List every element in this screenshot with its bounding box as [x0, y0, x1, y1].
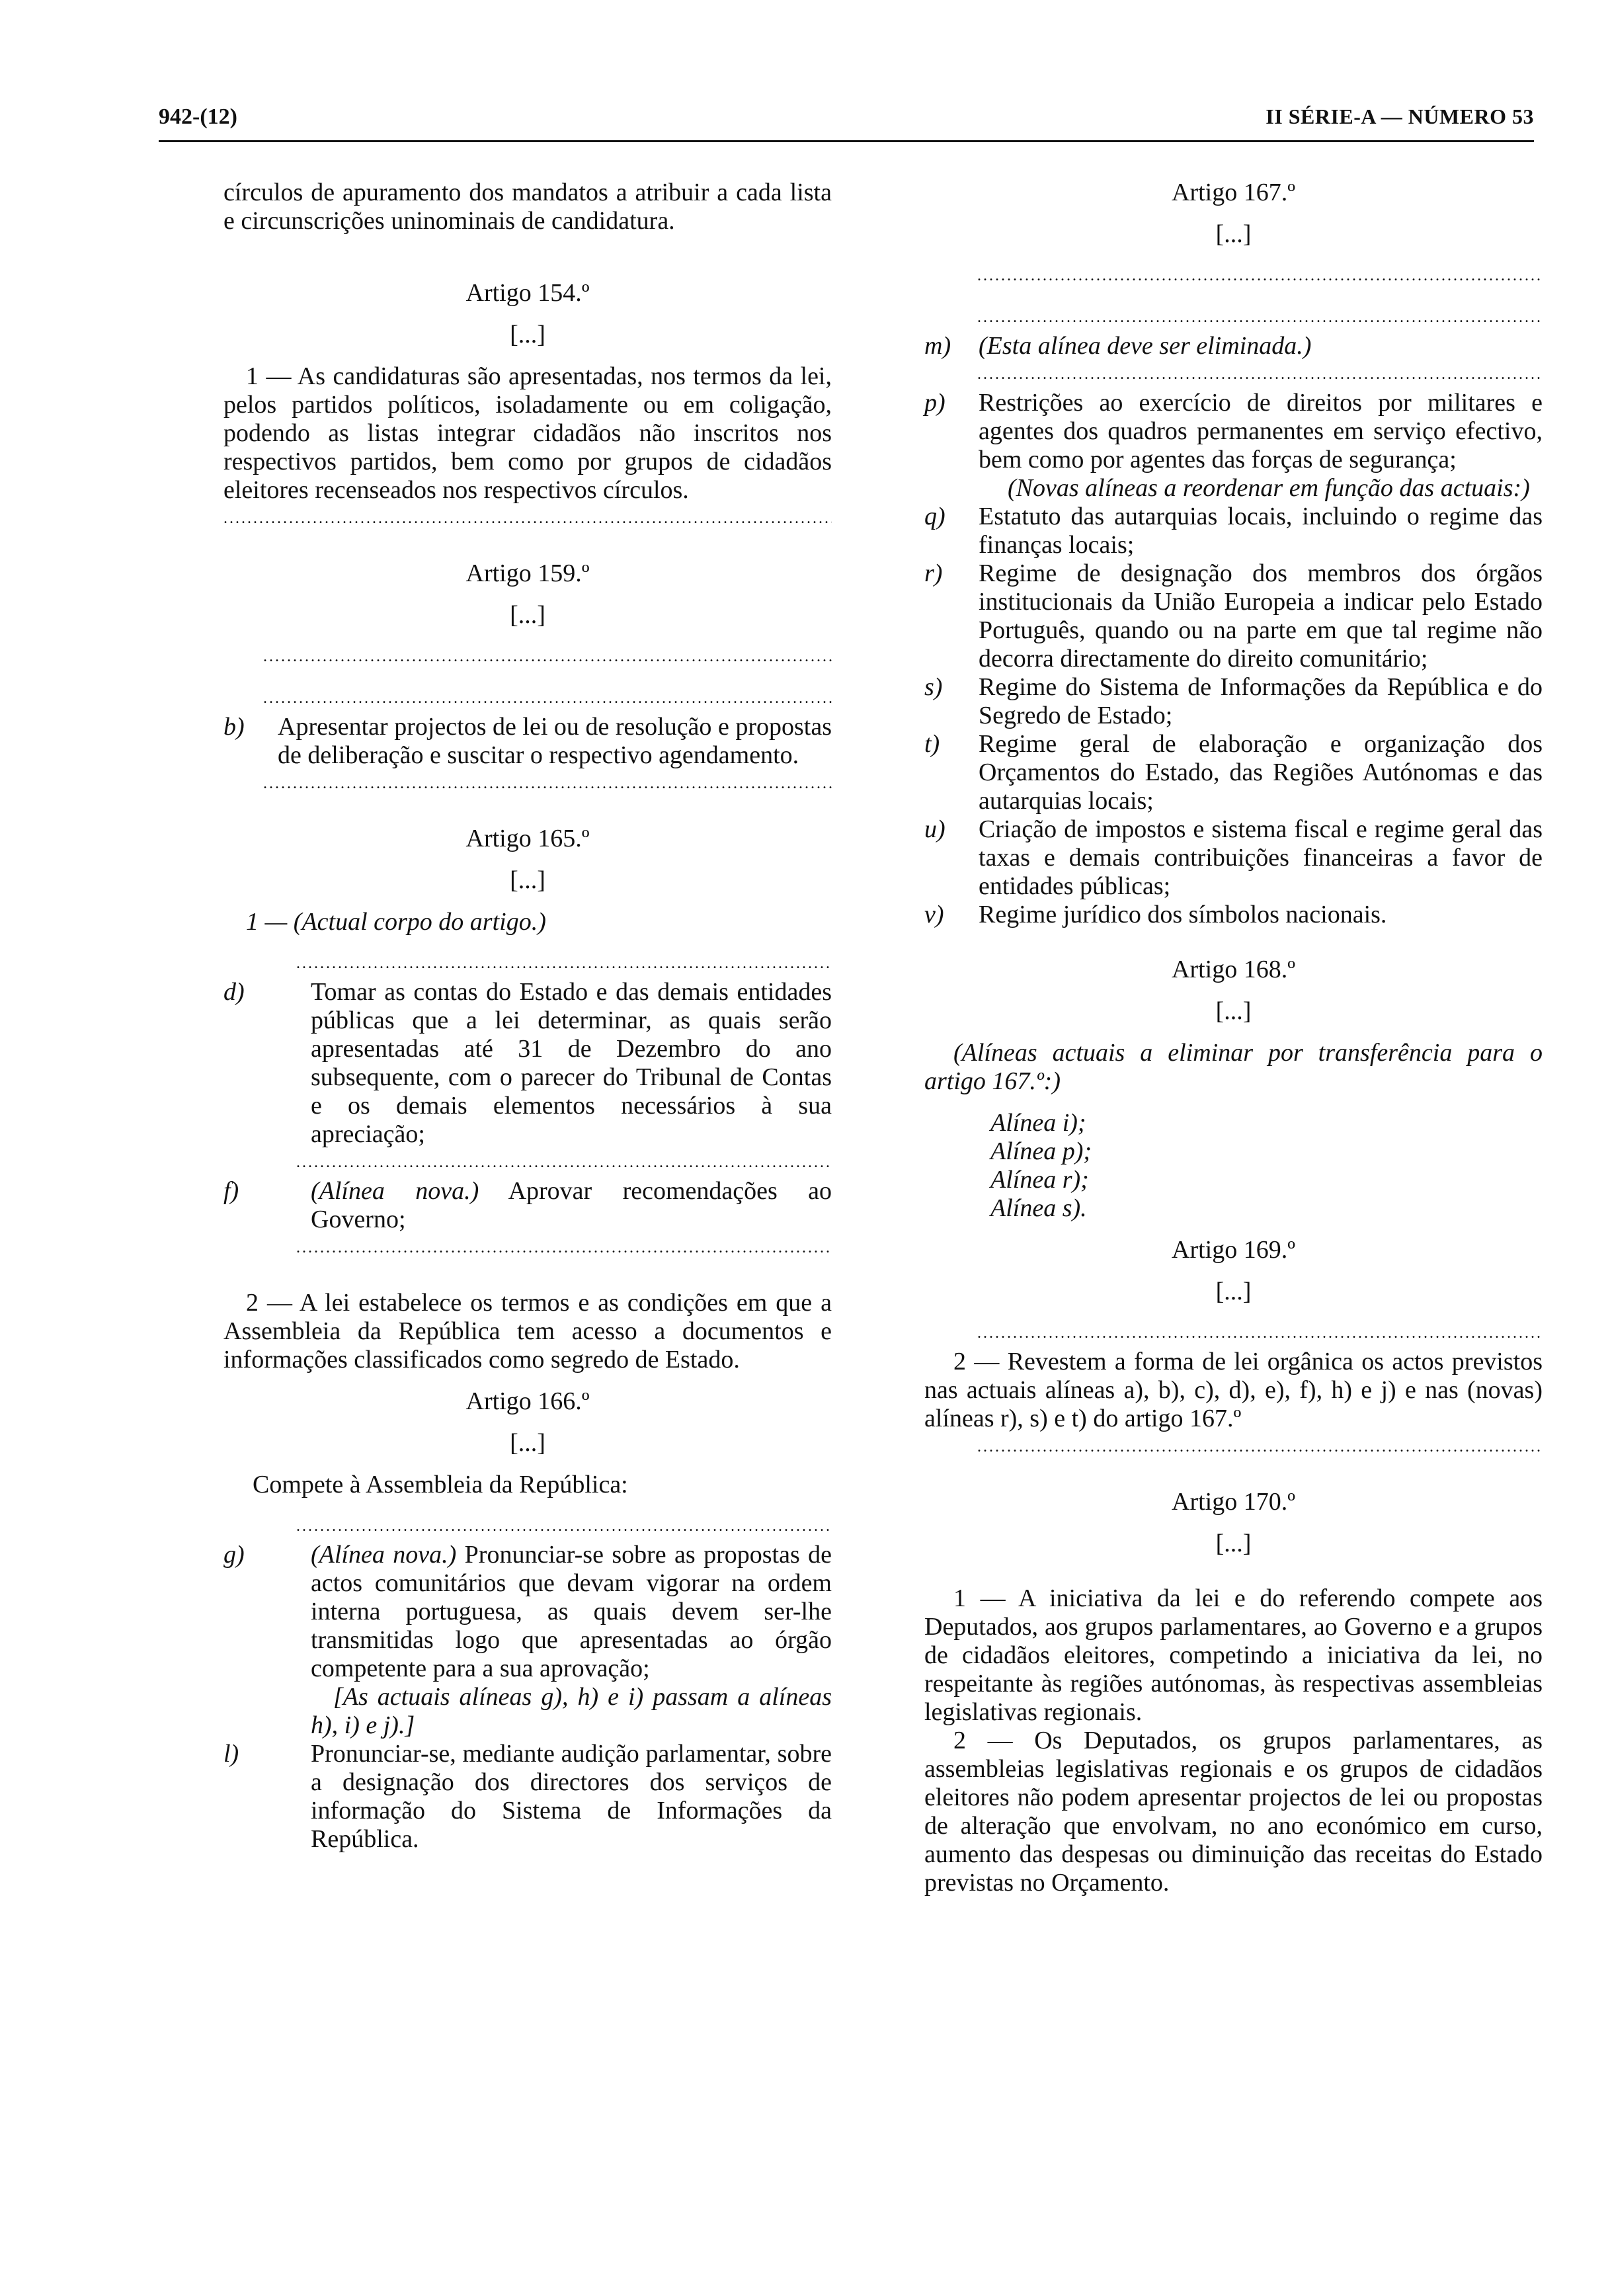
- item-text: Aprovar recomendações ao Governo;: [311, 1177, 832, 1233]
- article-154-title: Artigo 154.º: [465, 279, 590, 307]
- article-169-paragraph-2: 2 — Revestem a forma de lei orgânica os actos previstos nas actuais alíneas a), b), c), d), e), f), h) e j) e nas (novas) alíneas r), s) e t) do artigo 167.º: [924, 1348, 1543, 1432]
- item-text: Regime de designação dos membros dos órgãos institucionais da União Europeia a indicar pelo Estado Português, quando ou na parte em que tal regime não decorra directamente do direito comunitário;: [979, 559, 1543, 673]
- item-label: l): [223, 1740, 239, 1768]
- dotted-separator: [924, 360, 1543, 389]
- dotted-separator: [924, 304, 1543, 332]
- item-text: Pronunciar-se sobre as propostas de actos comunitários que devam vigorar na ordem interna portuguesa, as quais devem ser-lhe transmitidas logo que apresentadas ao órgão competente para a sua aprovação;: [311, 1541, 832, 1682]
- article-165-paragraph-2: 2 — A lei estabelece os termos e as condições em que a Assembleia da República tem acesso a documentos e informações classificados como segredo de Estado.: [223, 1289, 832, 1374]
- article-167-item-m: [924, 332, 1543, 360]
- dotted-separator: [223, 950, 832, 978]
- article-167-item-t: [924, 730, 1543, 815]
- item-label: d): [223, 978, 245, 1006]
- dotted-separator: [223, 643, 832, 671]
- article-166-item-l: [223, 1740, 832, 1854]
- dotted-separator: [924, 1433, 1543, 1461]
- article-159-item-b: [223, 713, 832, 770]
- item-label: g): [223, 1541, 245, 1569]
- article-169-ellipsis: [...]: [1215, 1278, 1252, 1305]
- dotted-separator: [223, 1512, 832, 1541]
- article-165-ellipsis: [...]: [510, 866, 545, 894]
- item-text: Criação de impostos e sistema fiscal e regime geral das taxas e demais contribuições financeiras a favor de entidades públicas;: [979, 815, 1543, 900]
- dotted-separator: [924, 1319, 1543, 1348]
- item-label: v): [924, 901, 944, 928]
- article-168-line-3: Alínea r);: [990, 1166, 1089, 1194]
- article-168-title: Artigo 168.º: [1172, 956, 1295, 983]
- item-text: Regime geral de elaboração e organização dos Orçamentos do Estado, das Regiões Autónomas e das autarquias locais;: [979, 730, 1543, 815]
- item-label: u): [924, 815, 945, 843]
- article-165-title: Artigo 165.º: [465, 825, 590, 852]
- item-text: Restrições ao exercício de direitos por militares e agentes dos quadros permanentes em serviço efectivo, bem como por agentes das forças de segurança;: [979, 389, 1543, 473]
- article-170-paragraph-1: 1 — A iniciativa da lei e do referendo compete aos Deputados, aos grupos parlamentares, ao Governo e a grupos de cidadãos eleitores, competindo a iniciativa da lei, no respeitante às regiões autónomas, às respectivas assembleias legislativas regionais.: [924, 1584, 1543, 1726]
- item-note: (Alínea nova.): [311, 1177, 479, 1205]
- article-154-ellipsis: [...]: [510, 321, 545, 348]
- article-166-note: [As actuais alíneas g), h) e i) passam a alíneas h), i) e j).]: [311, 1683, 832, 1739]
- item-label: b): [223, 713, 245, 741]
- article-165-item-d: [223, 978, 832, 1149]
- article-170-ellipsis: [...]: [1215, 1530, 1252, 1557]
- dotted-separator: [223, 1234, 832, 1262]
- dotted-separator: [924, 262, 1543, 290]
- dotted-separator: [223, 684, 832, 713]
- article-169-title: Artigo 169.º: [1172, 1236, 1295, 1264]
- article-168-note: (Alíneas actuais a eliminar por transferência para o artigo 167.º:): [924, 1039, 1543, 1095]
- article-159-ellipsis: [...]: [510, 601, 545, 629]
- article-167-title: Artigo 167.º: [1172, 179, 1295, 206]
- article-167-item-q: [924, 503, 1543, 559]
- item-label: r): [924, 559, 943, 587]
- dotted-separator: [223, 1149, 832, 1177]
- page-number: 942-(12): [159, 104, 237, 129]
- item-label: q): [924, 503, 945, 530]
- item-text: Tomar as contas do Estado e das demais entidades públicas que a lei determinar, as quais serão apresentadas até 31 de Dezembro do ano subsequente, com o parecer do Tribunal de Contas e os demais elementos necessários à sua apreciação;: [311, 978, 832, 1148]
- article-167-note: (Novas alíneas a reordenar em função das actuais:): [1008, 474, 1530, 502]
- article-166-ellipsis: [...]: [510, 1429, 545, 1457]
- item-label: m): [924, 332, 951, 360]
- article-165-paragraph-1: 1 — (Actual corpo do artigo.): [246, 908, 546, 936]
- article-167-item-r: [924, 559, 1543, 673]
- article-154-paragraph-1: 1 — As candidaturas são apresentadas, nos termos da lei, pelos partidos políticos, isoladamente ou em coligação, podendo as listas integrar cidadãos não inscritos nos respectivos partidos, bem como por grupos de cidadãos eleitores recenseados nos respectivos círculos.: [223, 362, 832, 504]
- article-165-item-f: [223, 1177, 832, 1234]
- article-167-item-p: [924, 389, 1543, 474]
- item-text: Pronunciar-se, mediante audição parlamentar, sobre a designação dos directores dos serviços de informação do Sistema de Informações da República.: [311, 1740, 832, 1853]
- item-label: f): [223, 1177, 239, 1205]
- item-note: (Alínea nova.): [311, 1541, 457, 1569]
- right-column: [924, 179, 1543, 1897]
- item-text: Estatuto das autarquias locais, incluindo o regime das finanças locais;: [979, 503, 1543, 559]
- item-text: Regime do Sistema de Informações da República e do Segredo de Estado;: [979, 673, 1543, 729]
- dotted-separator: [223, 770, 832, 798]
- header-rule: [159, 140, 1534, 142]
- page-header: [159, 104, 1534, 142]
- article-170-paragraph-2: 2 — Os Deputados, os grupos parlamentares, as assembleias legislativas regionais e os grupos de cidadãos eleitores não podem apresentar projectos de lei ou propostas de alteração que envolvam, no ano económico em curso, aumento das despesas ou diminuição das receitas do Estado previstas no Orçamento.: [924, 1727, 1543, 1897]
- item-label: t): [924, 730, 940, 758]
- article-168-line-1: Alínea i);: [990, 1109, 1086, 1137]
- article-166-title: Artigo 166.º: [465, 1387, 590, 1415]
- item-text: (Esta alínea deve ser eliminada.): [979, 332, 1312, 360]
- article-167-item-u: [924, 815, 1543, 901]
- dotted-separator: [223, 505, 832, 533]
- article-168-line-4: Alínea s).: [990, 1194, 1087, 1222]
- item-text: Regime jurídico dos símbolos nacionais.: [979, 901, 1387, 928]
- article-167-item-v: [924, 901, 1543, 929]
- article-170-title: Artigo 170.º: [1172, 1488, 1295, 1516]
- intro-paragraph: círculos de apuramento dos mandatos a atribuir a cada lista e circunscrições uninominais de candidatura.: [223, 179, 832, 235]
- article-159-title: Artigo 159.º: [465, 559, 590, 587]
- series-label: II SÉRIE-A — NÚMERO 53: [1266, 104, 1534, 128]
- article-168-ellipsis: [...]: [1215, 997, 1252, 1025]
- item-label: p): [924, 389, 945, 417]
- article-166-intro: Compete à Assembleia da República:: [253, 1471, 628, 1498]
- article-167-item-s: [924, 673, 1543, 730]
- article-166-item-g: [223, 1541, 832, 1683]
- item-label: s): [924, 673, 943, 701]
- item-text: Apresentar projectos de lei ou de resolução e propostas de deliberação e suscitar o respectivo agendamento.: [278, 713, 832, 769]
- article-167-ellipsis: [...]: [1215, 220, 1252, 248]
- article-168-line-2: Alínea p);: [990, 1137, 1092, 1165]
- left-column: [223, 179, 832, 1854]
